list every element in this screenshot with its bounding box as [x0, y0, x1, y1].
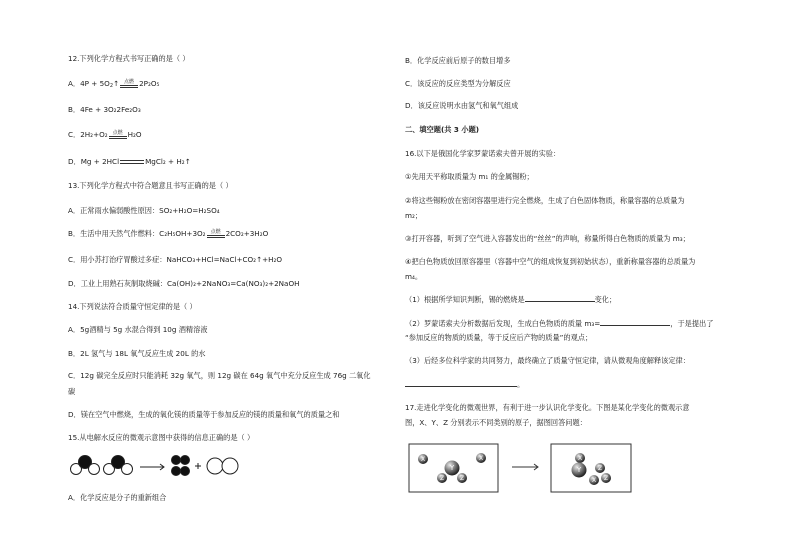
electrolysis-diagram	[66, 449, 266, 481]
q15-option-b: B．化学反应前后原子的数目增多	[405, 56, 511, 65]
q16-part-1	[405, 294, 616, 305]
q16-part-1-text: （1）根据所学知识判断，锡的燃烧是	[405, 295, 525, 304]
atom-label: Z	[439, 475, 445, 482]
q14-option-c: C．12g 碳完全反应时只能消耗 32g 氧气，则 12g 碳在 64g 氧气中充分反应生成 76g 二氧化	[68, 371, 371, 380]
products-box	[551, 444, 631, 492]
q16-step-4-cont: m₄。	[405, 272, 423, 281]
q14-option-d: D．镁在空气中燃烧，生成的氧化镁的质量等于参加反应的镁的质量和氧气的质量之和	[68, 410, 340, 419]
section-heading: 二、填空题(共 3 小题)	[405, 125, 480, 134]
atom-label: X	[478, 455, 484, 462]
q16-part-2-cont: “参加反应的物质的质量，等于反应后产物的质量”的观点；	[405, 333, 593, 342]
reaction-arrow-icon: 点燃	[120, 80, 138, 89]
q16-step-2: ②将这些锡粉放在密闭容器里进行完全燃烧，生成了白色固体物质，称量容器的总质量为	[405, 196, 685, 205]
q12-option-b: B．4Fe + 3O₂2Fe₂O₃	[68, 105, 141, 114]
q16-part-2-tail: ，于是提出了	[670, 319, 714, 328]
q12-option-d-pre: D．Mg + 2HCl	[68, 157, 120, 166]
reaction-micro-diagram	[408, 443, 658, 495]
q16-part-2-text: （2）罗蒙诺索夫分析数据后发现，生成白色物质的质量 m₃=	[405, 319, 601, 328]
q14-option-b: B．2L 氢气与 18L 氧气反应生成 20L 的水	[68, 349, 206, 358]
q13-option-a: A．正常雨水偏弱酸性原因：SO₂+H₂O=H₂SO₄	[68, 206, 220, 215]
q16-part-3-tail: 。	[517, 380, 525, 389]
q12-option-d	[68, 157, 191, 167]
q15-option-a: A．化学反应是分子的重新组合	[68, 493, 167, 502]
atom-label: X	[577, 455, 583, 462]
q12-option-a: A．4P + 5O2↑ 点燃 2P₂O₅	[68, 78, 160, 89]
q12-option-a-post: 2P₂O₅	[139, 79, 160, 88]
q13-option-b-post: 2CO₂+3H₂O	[225, 229, 269, 238]
atom-label: Y	[449, 464, 455, 472]
q13-stem: 13.下列化学方程式中符合题意且书写正确的是（ ）	[68, 181, 233, 190]
equals-bar-icon	[120, 160, 144, 164]
q12-option-d-post: MgCl₂ + H₂↑	[145, 157, 191, 166]
atom-label: Z	[597, 465, 603, 472]
answer-blank[interactable]	[405, 379, 517, 387]
q13-option-b-pre: B．生活中用天然气作燃料：C₂H₅OH+3O₂	[68, 229, 206, 238]
q16-step-1: ①先用天平称取质量为 m₁ 的金属锡粉；	[405, 172, 534, 181]
q15-option-c: C．该反应的反应类型为分解反应	[405, 79, 511, 88]
atom-label: Z	[459, 475, 465, 482]
reaction-arrow-icon: 点燃	[207, 230, 225, 239]
q16-stem: 16.以下是俄国化学家罗蒙诺索夫曾开展的实验：	[405, 149, 561, 158]
answer-blank[interactable]	[525, 294, 595, 302]
q12-option-c-pre: C．2H₂+O₂	[68, 130, 108, 139]
q16-part-1-tail: 变化；	[594, 295, 617, 304]
reaction-arrow-icon: 点燃	[109, 131, 127, 140]
q12-stem: 12.下列化学方程式书写正确的是（ ）	[68, 54, 190, 63]
q16-part-3: （3）后经多位科学家的共同努力，最终确立了质量守恒定律，请从微观角度解释该定律：	[405, 356, 690, 365]
atom-label: Y	[576, 466, 582, 474]
answer-blank[interactable]	[600, 318, 670, 326]
q12-option-c-post: H₂O	[127, 130, 142, 139]
q16-step-2-cont: m₂；	[405, 211, 423, 220]
q12-option-a-pre: A．4P + 5O	[68, 79, 110, 88]
q16-part-3-answer	[405, 379, 524, 390]
q13-option-b	[68, 229, 268, 239]
q12-option-c	[68, 130, 142, 140]
q16-part-2	[405, 318, 713, 329]
atom-label: X	[420, 456, 426, 463]
atom-label: X	[591, 477, 597, 484]
q15-option-d: D．该反应说明水由氢气和氧气组成	[405, 101, 519, 110]
q14-option-a: A．5g酒精与 5g 水混合得到 10g 酒精溶液	[68, 325, 208, 334]
q15-stem: 15.从电解水反应的微观示意图中获得的信息正确的是（ ）	[68, 433, 255, 442]
q14-option-c-cont: 碳	[68, 387, 76, 396]
q16-step-3: ③打开容器，听到了空气进入容器发出的“丝丝”的声响，称量所得白色物质的质量为 m₃；	[405, 234, 690, 243]
q17-stem: 17.走进化学变化的微观世界，有利于进一步认识化学变化。下图是某化学变化的微观示意	[405, 403, 690, 412]
atom-label: Z	[603, 475, 609, 482]
arrow-right-icon	[512, 464, 538, 470]
q14-stem: 14.下列说法符合质量守恒定律的是（ ）	[68, 302, 197, 311]
q16-step-4: ④把白色物质放回原容器里（容器中空气的组成恢复到初始状态），重新称量容器的总质量为	[405, 257, 696, 266]
q13-option-c: C．用小苏打治疗胃酸过多症：NaHCO₃+HCl=NaCl+CO₂↑+H₂O	[68, 255, 283, 264]
q13-option-d: D．工业上用熟石灰制取烧碱：Ca(OH)₂+2NaNO₃=Ca(NO₃)₂+2NaOH	[68, 279, 300, 288]
q17-stem-cont: 图，X、Y、Z 分别表示不同类别的原子，据图回答问题：	[405, 418, 587, 427]
